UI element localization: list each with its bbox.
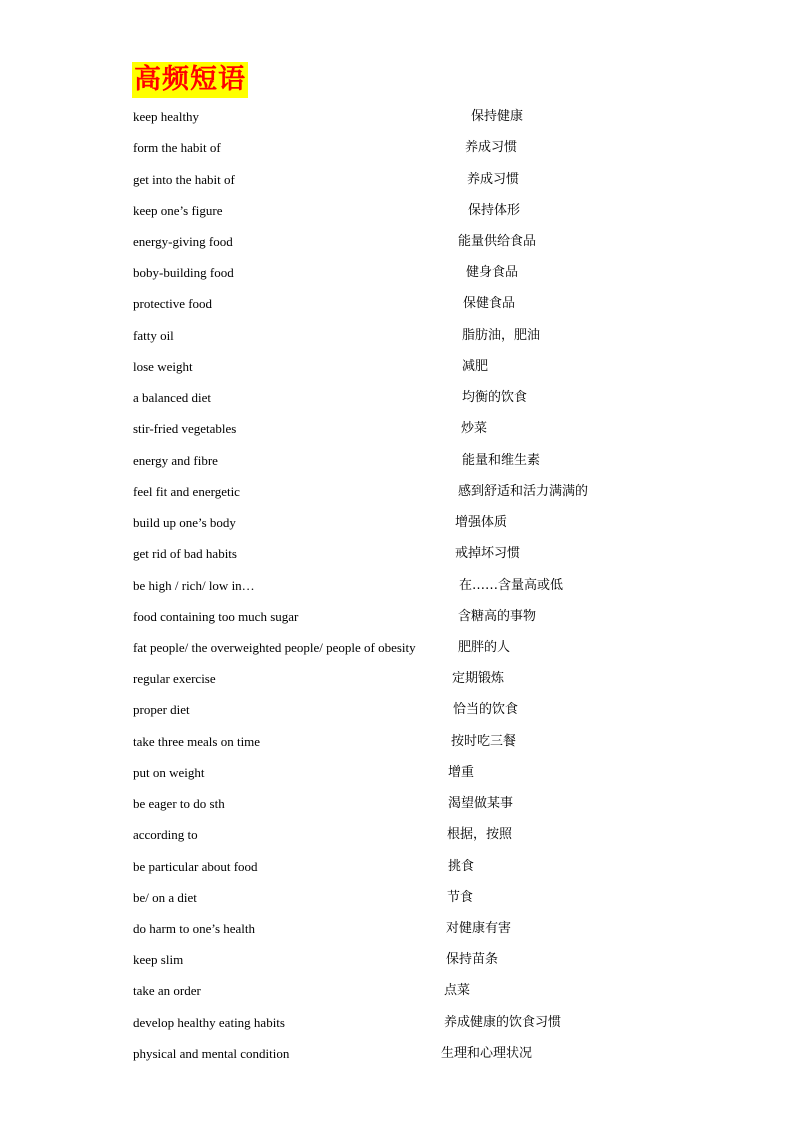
- phrase-chinese: 养成健康的饮食习惯: [444, 1014, 562, 1030]
- phrase-row: [0, 950, 794, 970]
- phrase-chinese: 炒菜: [461, 421, 488, 437]
- phrase-row: [0, 1044, 794, 1064]
- phrase-chinese: 均衡的饮食: [462, 390, 528, 406]
- phrase-row: [0, 576, 794, 596]
- phrase-english: regular exercise: [133, 671, 216, 687]
- phrase-english: put on weight: [133, 764, 205, 780]
- phrase-english: develop healthy eating habits: [133, 1014, 285, 1030]
- phrase-row: [0, 794, 794, 814]
- phrase-chinese: 含糖高的事物: [458, 608, 537, 624]
- phrase-row: [0, 357, 794, 377]
- phrase-row: [0, 888, 794, 908]
- phrase-chinese: 按时吃三餐: [451, 733, 517, 749]
- phrase-row: [0, 107, 794, 127]
- phrase-chinese: 健身食品: [466, 265, 519, 281]
- phrase-english: proper diet: [133, 702, 190, 718]
- phrase-english: be high / rich/ low in…: [133, 577, 255, 593]
- phrase-english: take an order: [133, 983, 201, 999]
- phrase-chinese: 保持健康: [471, 109, 524, 124]
- phrase-row: [0, 732, 794, 752]
- phrase-english: keep healthy: [133, 109, 200, 124]
- phrase-english: energy and fibre: [133, 452, 218, 468]
- phrase-chinese: 养成习惯: [465, 140, 518, 156]
- phrase-chinese: 对健康有害: [446, 921, 512, 936]
- phrase-english: a balanced diet: [133, 390, 211, 406]
- phrase-row: [0, 138, 794, 158]
- phrase-row: [0, 607, 794, 627]
- page-title: 高频短语: [132, 62, 248, 98]
- phrase-row: [0, 513, 794, 533]
- phrase-row: [0, 232, 794, 252]
- phrase-english: physical and mental condition: [133, 1045, 290, 1061]
- phrase-row: [0, 825, 794, 845]
- phrase-chinese: 定期锻炼: [452, 671, 505, 687]
- phrase-row: [0, 419, 794, 439]
- phrase-english: feel fit and energetic: [133, 483, 240, 499]
- phrase-english: build up one’s body: [133, 515, 236, 530]
- phrase-english: keep one’s figure: [133, 202, 223, 218]
- phrase-chinese: 肥胖的人: [458, 639, 511, 655]
- phrase-row: [0, 669, 794, 689]
- phrase-english: stir-fried vegetables: [133, 421, 237, 437]
- phrase-chinese: 养成习惯: [467, 171, 520, 187]
- phrase-chinese: 增强体质: [455, 515, 508, 530]
- phrase-row: [0, 451, 794, 471]
- phrase-row: [0, 482, 794, 502]
- phrase-row: [0, 1013, 794, 1033]
- phrase-english: do harm to one’s health: [133, 921, 256, 936]
- phrase-chinese: 增重: [448, 764, 475, 780]
- phrase-row: [0, 263, 794, 283]
- phrase-chinese: 减肥: [462, 358, 489, 374]
- phrase-english: boby-building food: [133, 265, 234, 281]
- phrase-english: energy-giving food: [133, 233, 233, 249]
- phrase-chinese: 保持苗条: [446, 952, 499, 968]
- phrase-row: [0, 388, 794, 408]
- phrase-english: food containing too much sugar: [133, 608, 299, 624]
- phrase-row: [0, 294, 794, 314]
- phrase-row: [0, 326, 794, 346]
- phrase-row: [0, 919, 794, 939]
- phrase-english: take three meals on time: [133, 733, 261, 749]
- phrase-english: form the habit of: [133, 140, 221, 156]
- phrase-chinese: 戒掉坏习惯: [455, 546, 521, 562]
- phrase-chinese: 在……含量高或低: [459, 577, 564, 593]
- phrase-row: [0, 700, 794, 720]
- phrase-english: fat people/ the overweighted people/ people of obesity: [133, 639, 416, 655]
- phrase-chinese: 能量和维生素: [462, 452, 541, 468]
- phrase-english: be eager to do sth: [133, 796, 225, 812]
- phrase-chinese: 节食: [447, 889, 474, 905]
- phrase-english: get rid of bad habits: [133, 546, 237, 562]
- phrase-chinese: 脂肪油，肥油: [462, 327, 541, 343]
- phrase-english: be particular about food: [133, 858, 258, 874]
- phrase-chinese: 挑食: [448, 858, 475, 874]
- phrase-chinese: 渴望做某事: [448, 796, 514, 812]
- phrase-chinese: 点菜: [444, 983, 471, 999]
- phrase-row: [0, 201, 794, 221]
- phrase-chinese: 根据，按照: [447, 827, 513, 843]
- phrase-english: according to: [133, 827, 198, 843]
- phrase-english: keep slim: [133, 952, 184, 968]
- phrase-chinese: 保持体形: [468, 202, 521, 218]
- phrase-chinese: 感到舒适和活力满满的: [458, 483, 589, 499]
- phrase-row: [0, 544, 794, 564]
- phrase-row: [0, 638, 794, 658]
- phrase-english: lose weight: [133, 358, 193, 374]
- phrase-row: [0, 763, 794, 783]
- phrase-row: [0, 981, 794, 1001]
- phrase-chinese: 生理和心理状况: [441, 1045, 533, 1061]
- phrase-english: fatty oil: [133, 327, 174, 343]
- phrase-chinese: 能量供给食品: [458, 233, 537, 249]
- phrase-english: get into the habit of: [133, 171, 235, 187]
- phrase-chinese: 保健食品: [463, 296, 516, 312]
- phrase-english: be/ on a diet: [133, 889, 197, 905]
- phrase-row: [0, 170, 794, 190]
- phrase-english: protective food: [133, 296, 213, 312]
- phrase-chinese: 恰当的饮食: [453, 702, 519, 718]
- phrase-row: [0, 857, 794, 877]
